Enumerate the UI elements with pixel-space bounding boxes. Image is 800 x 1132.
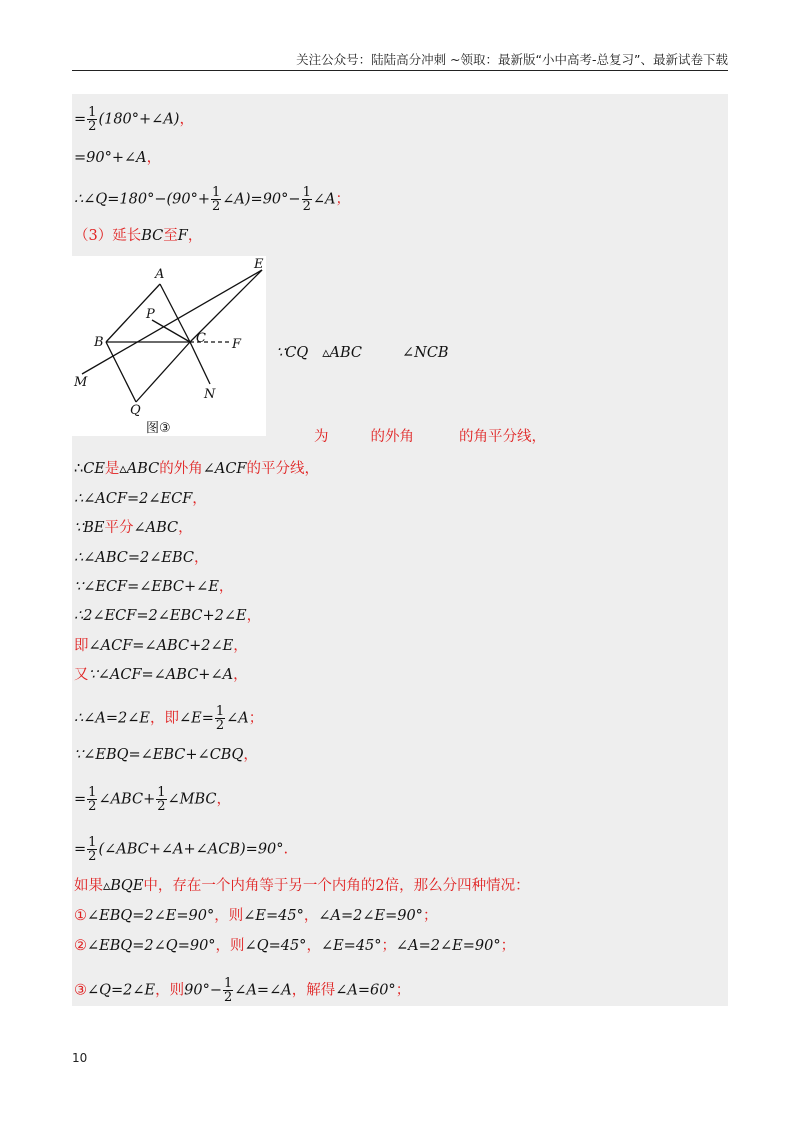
text: ∠Q=45° [244,938,307,954]
text: ∴∠ABC=2∠EBC [74,550,194,566]
text: BC [141,228,164,244]
text: ∠MBC [167,791,217,808]
line-12 [74,607,261,625]
text: 即 [74,638,89,654]
text: ， [306,938,321,954]
text: ∠ACF=∠ABC+2∠E [88,638,234,654]
text: = [74,791,87,808]
line-7 [74,460,319,478]
fraction: $\frac{1}{2}$ [88,785,97,814]
text: ， [179,111,194,128]
line-17 [74,786,231,813]
text: ∠A=∠A [234,982,292,999]
text: ， [303,908,319,924]
text: ∠E=45° [320,938,382,954]
fraction: $\frac{1}{2}$ [215,704,225,733]
text: ； [248,710,264,727]
label-C: C [196,331,206,346]
text: ∵BE [74,520,105,536]
label-N: N [204,387,216,402]
geometry-figure [72,256,266,436]
fraction: $\frac{1}{2}$ [302,185,311,214]
text: ； [395,982,411,999]
label-A: A [155,267,165,282]
text: 是 [104,461,120,477]
figure-caption: 图③ [146,421,171,436]
fraction: $\frac{1}{2}$ [212,185,221,214]
text: ， [233,638,248,654]
text: ∠ABC [133,520,179,536]
text: （3）延长 [74,228,142,244]
text: (180°+∠A) [98,111,180,128]
text: ∠A)=90°− [222,191,301,208]
line-13 [74,637,248,655]
text: ② [74,938,87,954]
text: ， [178,520,193,536]
text: ∠ACF [202,461,247,477]
geometry-diagram [72,256,266,436]
line-18 [74,836,288,863]
text: =90°+∠A [74,150,147,166]
label-F: F [232,337,242,352]
fraction: $\frac{1}{2}$ [88,835,97,864]
text: = [74,841,87,858]
text: ∵∠ECF=∠EBC+∠E [74,579,219,595]
text: 又 [74,667,89,683]
text: F [177,228,188,244]
text: ，则 [215,938,245,954]
text: 至 [163,228,178,244]
text: (∠ABC+∠A+∠ACB)=90° [98,841,284,858]
line-9 [74,519,193,537]
text: 如果 [74,878,103,894]
text: ∠EBQ=2∠E=90° [87,908,215,924]
text: ，则 [155,982,185,999]
text: 的外角 [159,461,203,477]
text: ； [500,938,516,954]
text: ∵∠ACF=∠ABC+∠A [88,667,234,683]
label-B: B [94,335,104,350]
text: ，则 [214,908,244,924]
text: . [283,841,289,858]
line-15 [74,705,263,732]
text: ， [218,579,234,595]
text: 中，存在一个内角等于另一个内角的2倍，那么分四种情况： [143,878,530,894]
text: ③ [74,982,87,999]
page-header: 关注公众号：陆陆高分冲刺 ~领取：最新版“小中高考-总复习”、最新试卷下载 [296,52,728,67]
text: ∠A=60° [335,982,396,999]
line-19 [74,877,530,895]
text: ； [422,908,438,924]
line-16 [74,746,258,764]
text: ▵ABC [322,345,362,361]
text: ， [187,228,203,244]
text: ∠Q=2∠E [87,982,156,999]
line-1 [74,106,194,133]
text: ∴∠ACF=2∠ECF [74,491,193,507]
text: ∴2∠ECF=2∠EBC+2∠E [74,608,247,624]
text: = [74,111,87,128]
line-20 [74,907,437,925]
text: ∠ABC+ [98,791,156,808]
line-11 [74,578,233,596]
text: ， [233,667,248,683]
line-6 [314,428,546,446]
text: ； [335,191,350,208]
text: ▵BQE [103,878,144,894]
line-5 [276,344,449,362]
text: ，解得 [291,982,336,999]
text: ， [216,791,232,808]
text: ， [194,550,209,566]
line-22 [74,977,410,1004]
text: ， [192,491,207,507]
text: 的外角 [370,429,414,445]
text: ， [246,608,262,624]
fraction: $\frac{1}{2}$ [157,785,166,814]
text: 平分 [104,520,134,536]
line-2 [74,149,161,167]
line-4 [74,227,202,245]
text: ∴ [74,461,84,477]
label-P: P [146,307,155,322]
text: ▵ABC [119,461,160,477]
line-21 [74,937,515,955]
text: ， [146,150,162,166]
label-M: M [74,375,88,390]
text: 为 [314,429,329,445]
text: ∠EBQ=2∠Q=90° [87,938,216,954]
text: ∠A=2∠E=90° [396,938,501,954]
text: 的平分线， [246,461,319,477]
text: ， [243,747,258,763]
text: ，即 [149,710,179,727]
line-8 [74,490,207,508]
text: ∵∠EBQ=∠EBC+∠CBQ [74,747,244,763]
label-Q: Q [130,403,141,418]
text: ∴∠A=2∠E [74,710,150,727]
label-E: E [254,257,264,272]
text: ∠A=2∠E=90° [318,908,423,924]
text: ① [74,908,87,924]
text: CE [83,461,105,477]
text: ∴∠Q=180°−(90°+ [74,191,210,208]
text: ∵CQ [276,345,309,361]
line-10 [74,549,209,567]
page-number: 10 [72,1051,88,1065]
header-rule [72,70,728,71]
text: 90°− [184,982,223,999]
text: ∠E=45° [243,908,304,924]
text: ∠A [226,710,249,727]
text: ∠A [312,191,336,208]
text: ∠E= [178,710,214,727]
text: ∠NCB [402,345,449,361]
fraction: $\frac{1}{2}$ [88,105,97,134]
line-14 [74,666,248,684]
text: ； [381,938,397,954]
fraction: $\frac{1}{2}$ [224,976,233,1005]
text: 的角平分线， [459,429,546,445]
line-3 [74,186,350,213]
